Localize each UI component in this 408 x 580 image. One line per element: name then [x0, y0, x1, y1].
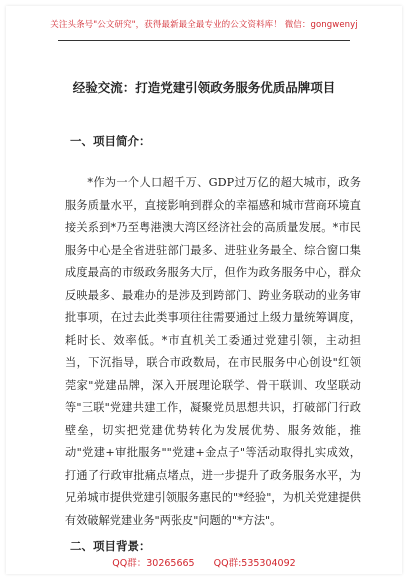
footer-qq-group-2: QQ群:535304092 [213, 558, 296, 569]
footer-qq-group-1: QQ群：30265665 [112, 558, 195, 569]
body-paragraph: *作为一个人口超千万、GDP过万亿的超大城市，政务服务质量水平，直接影响到群众的幸福感和城市营商环境直接关系到*乃至粤港澳大湾区经济社会的高质量发展。*市民服务中心是全省进驻部门最多、进驻业务最全、综合窗口集成度最高的市级政务服务大厅，但作为政务服务中心，群众反映最多、最难办的是涉及到跨部门、跨业务联动的业务审批事项，在过去此类事项往往需要通过上级力量统筹调度，耗时长、效率低。*市直机关工委通过党建引领，主动担当，下沉指导，联合市政数局，在市民服务中心创设"红领莞家"党建品牌，深入开展理论联学、骨干联训、攻坚联动等"三联"党建共建工作，凝聚党员思想共识，打破部门行政壁垒，切实把党建优势转化为发展优势、服务效能，推动"党建+审批服务""党建+金点子"等活动取得扎实成效，打通了行政审批痛点堵点，进一步提升了政务服务水平，为兄弟城市提供党建引领服务惠民的"*经验"，为机关党建提供有效破解党建业务"两张皮"问题的"*方法"。 [65, 176, 361, 527]
footer-contact [6, 555, 402, 569]
section-heading-intro: 一、项目简介： [70, 134, 151, 148]
header-divider [58, 40, 350, 41]
document-page [6, 6, 402, 574]
section-heading-background: 二、项目背景： [70, 539, 151, 553]
document-title: 经验交流：打造党建引领政务服务优质品牌项目 [72, 80, 336, 95]
header-banner: 关注头条号"公文研究"，获得最新最全最专业的公文资料库！ 微信：gongwenyj [50, 20, 358, 30]
